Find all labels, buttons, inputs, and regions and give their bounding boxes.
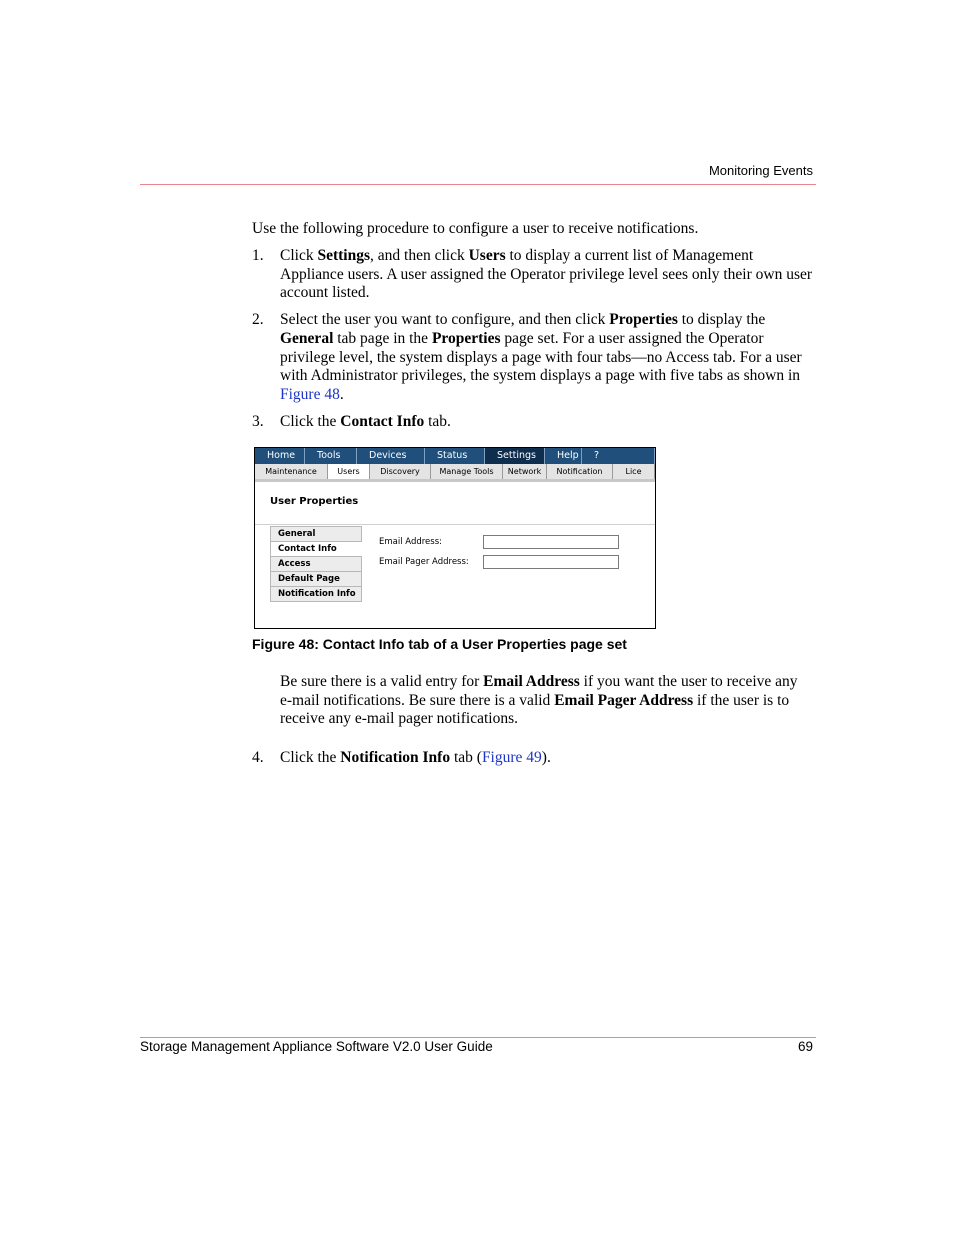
text-run: if you want the user to receive any e-mail notifications. Be sure there is a valid <box>280 673 798 709</box>
footer-rule <box>140 1037 816 1038</box>
side-tab-access[interactable]: Access <box>270 557 362 572</box>
email-label: Email Address: <box>379 537 442 547</box>
sub-tab-discovery[interactable]: Discovery <box>370 464 431 479</box>
step-number: 1. <box>252 247 264 264</box>
sub-tab-users[interactable]: Users <box>328 464 370 479</box>
step-text <box>280 311 814 405</box>
top-nav <box>255 448 655 464</box>
footer-title: Storage Management Appliance Software V2.0 User Guide <box>140 1039 493 1054</box>
sub-tab-network[interactable]: Network <box>503 464 547 479</box>
pager-field[interactable] <box>483 555 619 569</box>
step-item <box>252 247 814 303</box>
bold-term: Settings <box>317 247 371 264</box>
sub-tab-manage-tools[interactable]: Manage Tools <box>431 464 503 479</box>
bold-term: Contact Info <box>340 412 425 430</box>
text-run: tab page in the <box>333 329 432 347</box>
procedure-steps <box>252 247 814 439</box>
page-number: 69 <box>797 1039 813 1054</box>
text-run: Click the <box>280 749 341 766</box>
top-tab-tools[interactable]: Tools <box>305 448 357 464</box>
sub-tab-maintenance[interactable]: Maintenance <box>255 464 328 479</box>
note-paragraph <box>280 673 800 729</box>
text-run: Click <box>280 247 318 264</box>
side-tabs <box>270 526 362 602</box>
top-tab-home[interactable]: Home <box>255 448 305 464</box>
bold-term: Users <box>468 247 506 264</box>
bold-term: Notification Info <box>340 749 451 766</box>
step-number: 4. <box>252 749 264 766</box>
running-head: Monitoring Events <box>708 163 813 178</box>
intro-paragraph: Use the following procedure to configure a user to receive notifications. <box>252 220 699 237</box>
text-run: Select the user you want to configure, and then click <box>280 311 610 329</box>
figure-caption: Figure 48: Contact Info tab of a User Properties page set <box>252 636 627 652</box>
side-tab-notification-info[interactable]: Notification Info <box>270 587 362 602</box>
top-tab-help[interactable]: Help <box>545 448 582 464</box>
top-tab-status[interactable]: Status <box>425 448 485 464</box>
step-text <box>280 749 551 768</box>
bold-term: Email Address <box>483 673 580 690</box>
side-tab-general[interactable]: General <box>270 526 362 542</box>
text-run: tab ( <box>450 749 482 766</box>
text-run: if the user is to receive any e-mail pager notifications. <box>280 691 790 728</box>
nav-divider <box>255 479 655 482</box>
sub-tab-notification[interactable]: Notification <box>547 464 613 479</box>
text-run: Click the <box>280 412 341 430</box>
side-tab-contact-info[interactable]: Contact Info <box>270 542 362 557</box>
title-divider <box>255 524 655 525</box>
user-properties-title: User Properties <box>270 496 359 507</box>
step-text <box>280 247 814 303</box>
top-tab-[interactable]: ? <box>582 448 655 464</box>
top-tab-devices[interactable]: Devices <box>357 448 425 464</box>
text-run: to display a current list of Management Appliance users. A user assigned the Operator privilege level sees only their own user account listed. <box>280 247 813 302</box>
text-run: tab. <box>424 412 451 430</box>
step-item <box>252 311 814 405</box>
text-run: ). <box>541 749 551 766</box>
figure-link[interactable]: Figure 48 <box>280 385 340 403</box>
text-run: . <box>339 385 344 403</box>
bold-term: General <box>280 329 334 347</box>
bold-term: Properties <box>609 311 678 329</box>
text-run: , and then click <box>370 247 469 264</box>
pager-label: Email Pager Address: <box>379 557 469 567</box>
email-field[interactable] <box>483 535 619 549</box>
figure-link[interactable]: Figure 49 <box>481 749 542 766</box>
sub-tab-lice[interactable]: Lice <box>613 464 655 479</box>
bold-term: Email Pager Address <box>554 691 694 709</box>
step-item <box>252 413 814 432</box>
top-tab-settings[interactable]: Settings <box>485 448 545 464</box>
step-text <box>280 413 814 432</box>
step-number: 3. <box>252 412 264 430</box>
text-run: page set. For a user assigned the Operator privilege level, the system displays a page with four tabs—no Access tab. For a user with Administrator privileges, the system displays a page with five tabs as shown in <box>280 329 802 385</box>
side-tab-default-page[interactable]: Default Page <box>270 572 362 587</box>
step-4 <box>252 749 812 768</box>
figure-screenshot <box>254 447 656 629</box>
header-rule <box>140 184 816 185</box>
text-run: Be sure there is a valid entry for <box>280 673 484 690</box>
step-number: 2. <box>252 311 264 329</box>
bold-term: Properties <box>431 329 501 347</box>
text-run: to display the <box>677 311 766 329</box>
sub-nav <box>255 464 655 480</box>
